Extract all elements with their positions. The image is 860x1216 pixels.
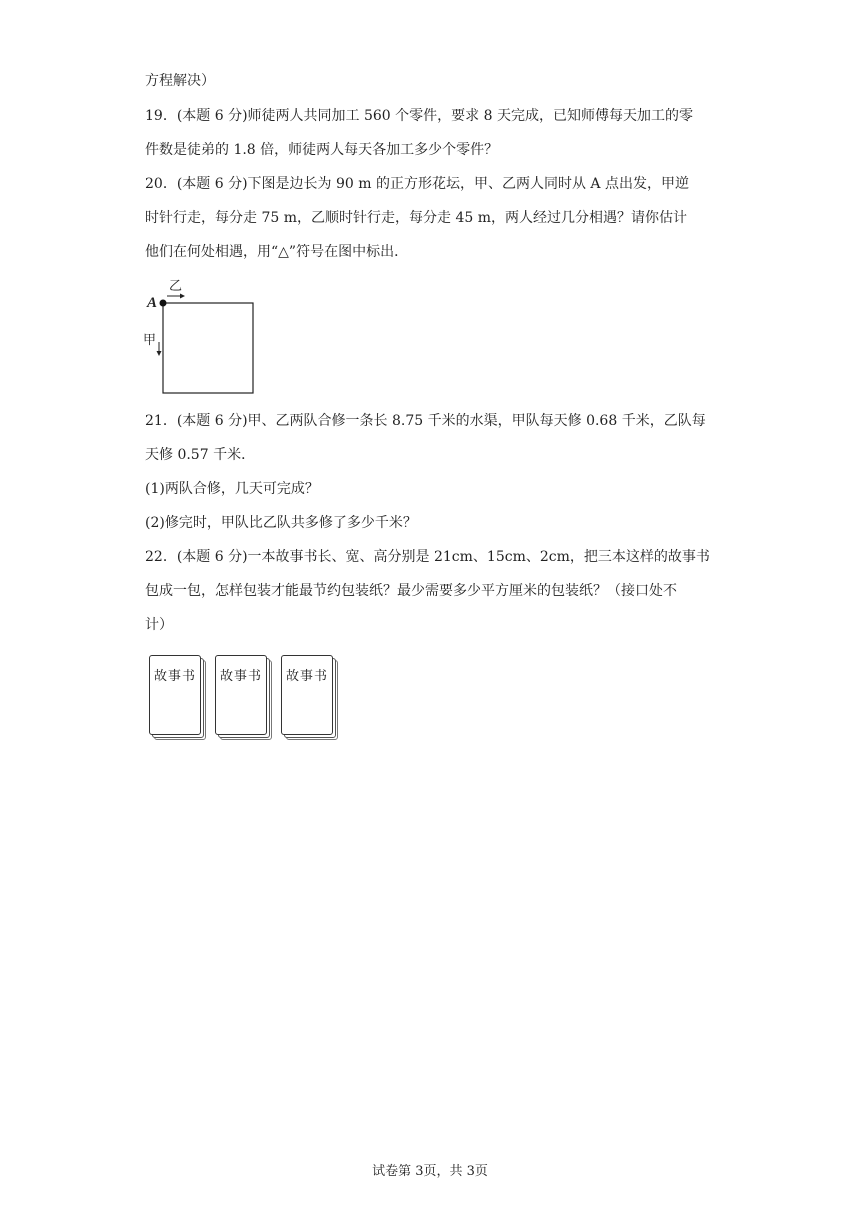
question-22-line-1: 22．(本题 6 分)一本故事书长、宽、高分别是 21cm、15cm、2cm，把三本这样的故事书 (145, 549, 710, 565)
point-a-dot (160, 300, 167, 307)
book-title: 故事书 (219, 669, 262, 684)
question-22-line-2: 包成一包，怎样包装才能最节约包装纸？最少需要多少平方厘米的包装纸？（接口处不 (145, 583, 677, 599)
question-20-line-2: 时针行走，每分走 75 m，乙顺时针行走，每分走 45 m，两人经过几分相遇？请你估计 (145, 210, 687, 226)
story-book-1 (149, 655, 203, 737)
question-20-line-1: 20．(本题 6 分)下图是边长为 90 m 的正方形花坛，甲、乙两人同时从 A 点出发，甲逆 (145, 176, 689, 192)
question-19-line-1: 19．(本题 6 分)师徒两人共同加工 560 个零件，要求 8 天完成，已知师傅每天加工的零 (145, 108, 693, 124)
label-yi: 乙 (169, 279, 183, 294)
story-book-3 (281, 655, 335, 737)
story-book-2 (215, 655, 269, 737)
question-20-line-3: 他们在何处相遇，用“△”符号在图中标出． (145, 244, 409, 260)
question-19-line-2: 件数是徒弟的 1.8 倍，师徒两人每天各加工多少个零件？ (145, 142, 499, 158)
book-title: 故事书 (153, 669, 196, 684)
question-21-part-2: (2)修完时，甲队比乙队共多修了多少千米？ (145, 515, 417, 531)
question-21-line-1: 21．(本题 6 分)甲、乙两队合修一条长 8.75 千米的水渠，甲队每天修 0.68 千米，乙队每 (145, 413, 706, 429)
book-title: 故事书 (285, 669, 328, 684)
label-jia: 甲 (143, 333, 157, 348)
page-footer: 试卷第 3页，共 3页 (372, 1164, 488, 1179)
question-21-line-2: 天修 0.57 千米． (145, 447, 256, 463)
point-a-label: A (147, 295, 158, 311)
text-line-0: 方程解决） (145, 73, 215, 89)
question-22-line-3: 计） (145, 617, 173, 633)
square-flowerbed-figure (140, 272, 265, 397)
square-outline (163, 303, 253, 393)
question-21-part-1: (1)两队合修，几天可完成？ (145, 481, 319, 497)
